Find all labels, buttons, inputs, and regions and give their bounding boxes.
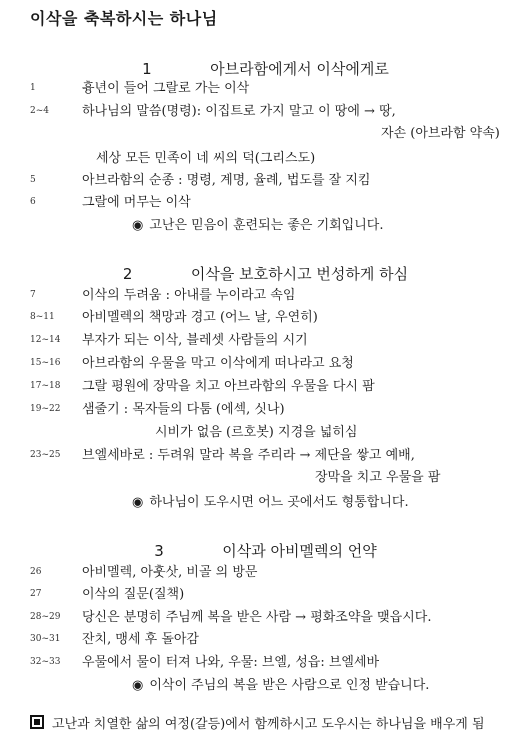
list-item [0,608,531,628]
item-text: 세상 모든 민족이 네 씨의 덕(그리스도) [96,151,316,166]
list-item [0,563,531,583]
verse-ref: 8~11 [30,312,55,322]
verse-ref: 28~29 [30,612,61,622]
section-3-heading [0,540,531,561]
item-text: 아비멜렉의 책망과 경고 (어느 날, 우연히) [82,310,318,325]
verse-ref: 2~4 [30,106,49,116]
item-text: 잔치, 맹세 후 돌아감 [82,632,199,647]
page-title: 이삭을 축복하시는 하나님 [30,9,218,28]
section-2-title: 이삭을 보호하시고 번성하게 하심 [190,265,409,283]
target-bullet-icon: ◉ [132,678,144,693]
list-item [0,171,531,191]
list-item [0,124,531,144]
item-text: 자손 (아브라함 약속) [381,126,500,141]
section-2-number: 2 [122,265,133,283]
verse-ref: 1 [30,83,36,93]
list-item [0,585,531,605]
square-bullet-icon [30,715,44,729]
footer-text: 고난과 치열한 삶의 여정(갈등)에서 함께하시고 도우시는 하나님을 배우게 됨 [52,717,485,732]
list-item [0,653,531,673]
list-item [0,400,531,420]
section-3-title: 이삭과 아비멜렉의 언약 [222,542,377,560]
item-text: 아비멜렉, 아훗삿, 비골 의 방문 [82,565,258,580]
item-text: 하나님의 말씀(명령): 이집트로 가지 말고 이 땅에 → 땅, [82,104,396,119]
item-text: 이삭의 질문(질책) [82,587,185,602]
verse-ref: 30~31 [30,634,61,644]
list-item [0,331,531,351]
item-text: 그랄에 머무는 이삭 [82,195,191,210]
verse-ref: 12~14 [30,335,61,345]
list-item [0,446,531,466]
section-1-note [132,216,384,236]
target-bullet-icon: ◉ [132,218,144,233]
item-text: 이삭의 두려움 : 아내를 누이라고 속임 [82,288,296,303]
list-item [0,102,531,122]
verse-ref: 5 [30,175,36,185]
summary-footer [30,713,485,732]
item-text: 당신은 분명히 주님께 복을 받은 사람 → 평화조약을 맺읍시다. [82,610,432,625]
verse-ref: 26 [30,567,42,577]
section-3-number: 3 [154,542,164,560]
list-item [0,308,531,328]
list-item [0,468,531,488]
list-item [0,149,531,169]
section-3-note [132,676,429,696]
target-bullet-icon: ◉ [132,495,144,510]
item-text: 브엘세바로 : 두려워 말라 복을 주리라 → 제단을 쌓고 예배, [82,448,415,463]
item-text: 우물에서 물이 터져 나와, 우물: 브엘, 성읍: 브엘세바 [82,655,380,670]
verse-ref: 17~18 [30,381,61,391]
list-item [0,193,531,213]
item-text: 아브라함의 우물을 막고 이삭에게 떠나라고 요청 [82,356,354,371]
list-item [0,423,531,443]
list-item [0,354,531,374]
item-text: 아브라함의 순종 : 명령, 계명, 율례, 법도를 잘 지킴 [82,173,371,188]
verse-ref: 23~25 [30,450,61,460]
item-text: 샘줄기 : 목자들의 다툼 (에섹, 싯나) [82,402,285,417]
item-text: 흉년이 들어 그랄로 가는 이삭 [82,81,250,96]
verse-ref: 7 [30,290,36,300]
section-1-title: 아브라함에게서 이삭에게로 [210,60,389,78]
item-text: 부자가 되는 이삭, 블레셋 사람들의 시기 [82,333,308,348]
list-item [0,286,531,306]
section-1-heading [0,58,531,79]
note-text: 하나님이 도우시면 어느 곳에서도 형통합니다. [149,495,409,510]
verse-ref: 27 [30,589,42,599]
verse-ref: 32~33 [30,657,61,667]
list-item [0,79,531,99]
section-2-heading [0,263,531,284]
verse-ref: 15~16 [30,358,61,368]
list-item [0,630,531,650]
verse-ref: 19~22 [30,404,61,414]
section-2-note [132,493,409,513]
list-item [0,377,531,397]
verse-ref: 6 [30,197,36,207]
item-text: 시비가 없음 (르호봇) 지경을 넓히심 [155,425,358,440]
note-text: 이삭이 주님의 복을 받은 사람으로 인정 받습니다. [149,678,430,693]
item-text: 그랄 평원에 장막을 치고 아브라함의 우물을 다시 팜 [82,379,375,394]
item-text: 장막을 치고 우물을 팜 [315,470,441,485]
section-1-number: 1 [142,60,152,78]
note-text: 고난은 믿음이 훈련되는 좋은 기회입니다. [149,218,384,233]
